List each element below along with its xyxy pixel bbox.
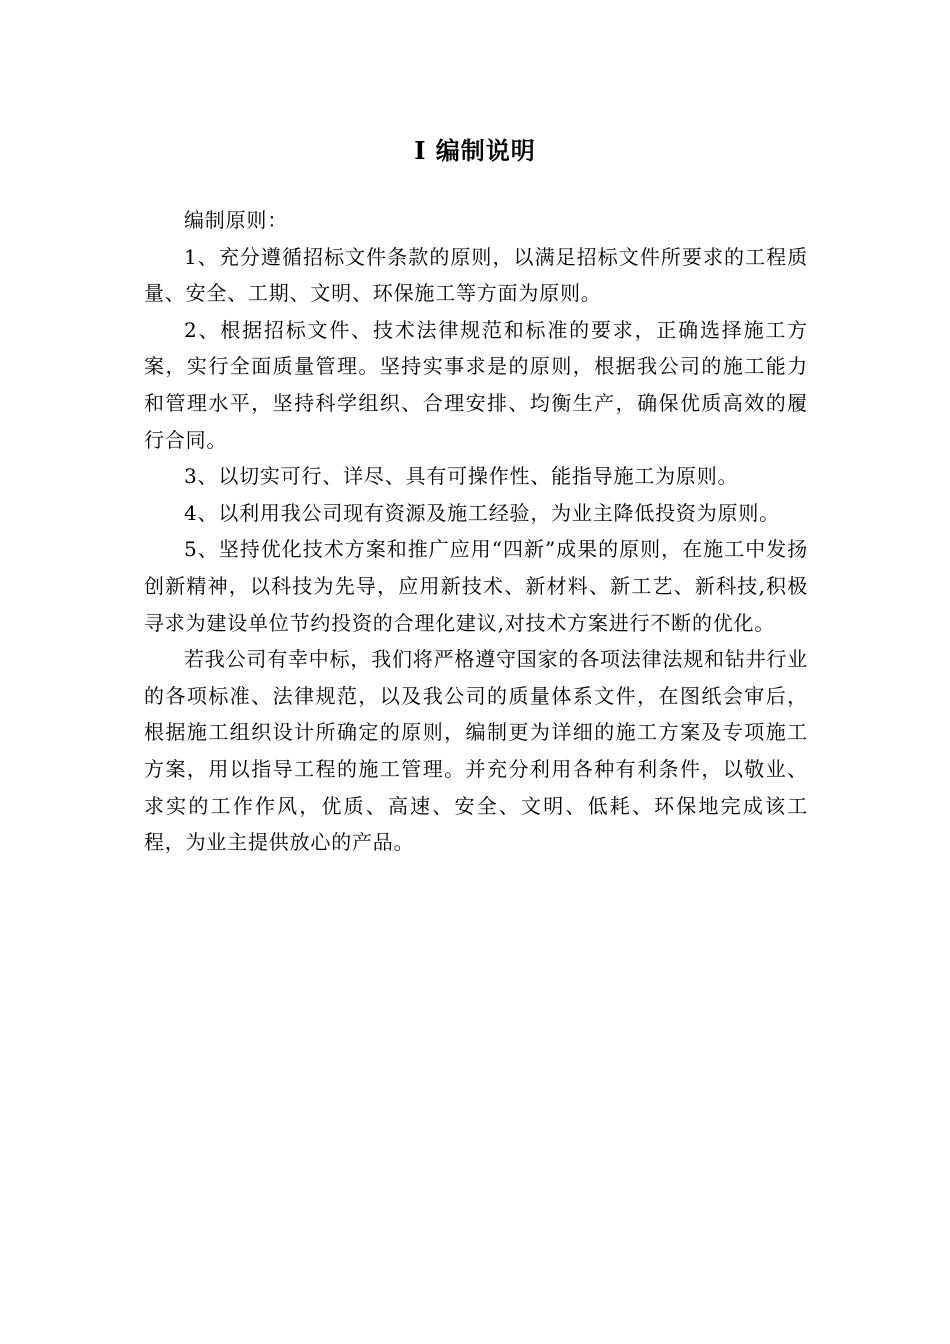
page-title: I 编制说明 (414, 136, 536, 165)
paragraph-item-3: 3、以切实可行、详尽、具有可操作性、能指导施工为原则。 (184, 464, 739, 489)
paragraph-principles-heading: 编制原则： (184, 208, 288, 232)
paragraph-item-2: 2、根据招标文件、技术法律规范和标准的要求，正确选择施工方案，实行全面质量管理。坚持实事求是的原则，根据我公司的施工能力和管理水平，坚持科学组织、合理安排、均衡生产，确保优质高效的履行合同。 (144, 317, 808, 452)
body-text (144, 202, 808, 861)
paragraph-item-4: 4、以利用我公司现有资源及施工经验，为业主降低投资为原则。 (184, 500, 780, 525)
paragraph-item-5: 5、坚持优化技术方案和推广应用“四新”成果的原则，在施工中发扬创新精神，以科技为先导，应用新技术、新材料、新工艺、新科技,积极寻求为建设单位节约投资的合理化建议,对技术方案进行不断的优化。 (144, 537, 808, 635)
paragraph-commitment: 若我公司有幸中标，我们将严格遵守国家的各项法律法规和钻井行业的各项标准、法律规范，以及我公司的质量体系文件，在图纸会审后，根据施工组织设计所确定的原则，编制更为详细的施工方案及专项施工方案，用以指导工程的施工管理。并充分利用各种有利条件，以敬业、求实的工作作风，优质、高速、安全、文明、低耗、环保地完成该工程，为业主提供放心的产品。 (144, 647, 808, 855)
paragraph-item-1: 1、充分遵循招标文件条款的原则，以满足招标文件所要求的工程质量、安全、工期、文明、环保施工等方面为原则。 (144, 244, 808, 306)
